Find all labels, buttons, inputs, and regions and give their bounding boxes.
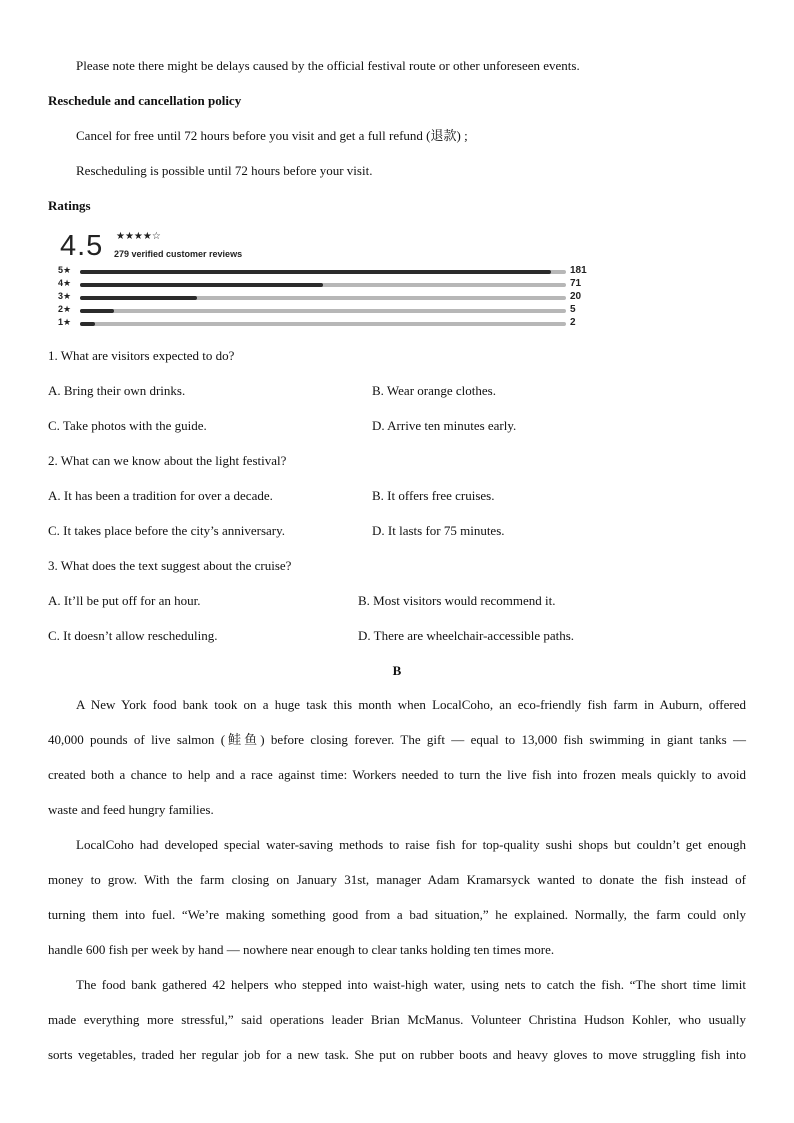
rating-bar-track	[80, 283, 566, 287]
rating-row-count: 181	[570, 265, 587, 276]
paragraph-line: LocalCoho had developed special water-saving methods to raise fish for top-quality sushi shops but couldn’t get enough	[76, 837, 746, 852]
paragraph-line: sorts vegetables, traded her regular job for a new task. She put on rubber boots and heavy gloves to move struggling fish into	[48, 1047, 746, 1062]
rating-row-3	[56, 293, 596, 303]
rating-bar-track	[80, 270, 566, 274]
average-score: 4.5	[60, 230, 104, 262]
question-1-stem: 1. What are visitors expected to do?	[48, 348, 235, 363]
question-2-option-b: B. It offers free cruises.	[372, 488, 495, 503]
paragraph-line: handle 600 fish per week by hand — nowhere near enough to clear tanks holding ten times more.	[48, 942, 555, 957]
rating-row-label: 4★	[58, 278, 72, 288]
rating-row-count: 20	[570, 291, 582, 302]
rating-row-label: 1★	[58, 317, 72, 327]
rating-row-2	[56, 306, 596, 316]
rating-bar-fill	[80, 283, 323, 287]
question-3-option-c: C. It doesn’t allow rescheduling.	[48, 628, 218, 643]
question-1-option-b: B. Wear orange clothes.	[372, 383, 496, 398]
rating-row-label: 5★	[58, 265, 72, 275]
rating-row-label: 2★	[58, 304, 72, 314]
rating-row-count: 71	[570, 278, 582, 289]
rating-bar-fill	[80, 322, 95, 326]
question-3-option-b: B. Most visitors would recommend it.	[358, 593, 556, 608]
rating-row-1	[56, 319, 596, 329]
question-2-option-c: C. It takes place before the city’s anniversary.	[48, 523, 286, 538]
rating-bar-fill	[80, 296, 197, 300]
ratings-heading: Ratings	[48, 198, 91, 213]
rating-bar-track	[80, 296, 566, 300]
paragraph-line: made everything more stressful,” said operations leader Brian McManus. Volunteer Christina Hudson Kohler, who usually	[48, 1012, 746, 1027]
review-count: 279 verified customer reviews	[114, 249, 243, 259]
question-3-option-d: D. There are wheelchair-accessible paths.	[358, 628, 575, 643]
question-2-stem: 2. What can we know about the light festival?	[48, 453, 287, 468]
policy-heading: Reschedule and cancellation policy	[48, 93, 242, 108]
rating-bar-fill	[80, 270, 551, 274]
delay-note: Please note there might be delays caused by the official festival route or other unforeseen events.	[76, 58, 580, 73]
rating-bar-track	[80, 309, 566, 313]
paragraph-line: The food bank gathered 42 helpers who stepped into waist-high water, using nets to catch the fish. “The short time limit	[76, 977, 746, 992]
rating-row-label: 3★	[58, 291, 72, 301]
paragraph-line: A New York food bank took on a huge task this month when LocalCoho, an eco-friendly fish farm in Auburn, offered	[76, 697, 746, 712]
rating-bar-fill	[80, 309, 114, 313]
star-rating-icon: ★★★★☆	[116, 231, 161, 242]
question-2-option-a: A. It has been a tradition for over a decade.	[48, 488, 273, 503]
paragraph-line: money to grow. With the farm closing on January 31st, manager Adam Kramarsyck wanted to donate the fish instead of	[48, 872, 746, 887]
paragraph-line: created both a chance to help and a race against time: Workers needed to turn the live fish into frozen meals quickly to avoid	[48, 767, 746, 782]
question-1-option-d: D. Arrive ten minutes early.	[372, 418, 517, 433]
rating-row-count: 5	[570, 304, 576, 315]
question-3-option-a: A. It’ll be put off for an hour.	[48, 593, 201, 608]
paragraph-line: turning them into fuel. “We’re making something good from a bad situation,” he explained. Normally, the farm could only	[48, 907, 746, 922]
question-1-option-c: C. Take photos with the guide.	[48, 418, 207, 433]
ratings-panel	[56, 226, 596, 334]
rating-row-5	[56, 267, 596, 277]
reschedule-policy-line: Rescheduling is possible until 72 hours before your visit.	[76, 163, 373, 178]
rating-row-4	[56, 280, 596, 290]
cancel-policy-line: Cancel for free until 72 hours before you visit and get a full refund (退款) ;	[76, 128, 468, 143]
rating-row-count: 2	[570, 317, 576, 328]
paragraph-line: 40,000 pounds of live salmon (鲑鱼) before closing forever. The gift — equal to 13,000 fish swimming in giant tanks —	[48, 732, 746, 747]
paragraph-line: waste and feed hungry families.	[48, 802, 214, 817]
section-b-title: B	[392, 663, 402, 678]
question-3-stem: 3. What does the text suggest about the cruise?	[48, 558, 292, 573]
rating-bar-track	[80, 322, 566, 326]
question-2-option-d: D. It lasts for 75 minutes.	[372, 523, 505, 538]
question-1-option-a: A. Bring their own drinks.	[48, 383, 186, 398]
